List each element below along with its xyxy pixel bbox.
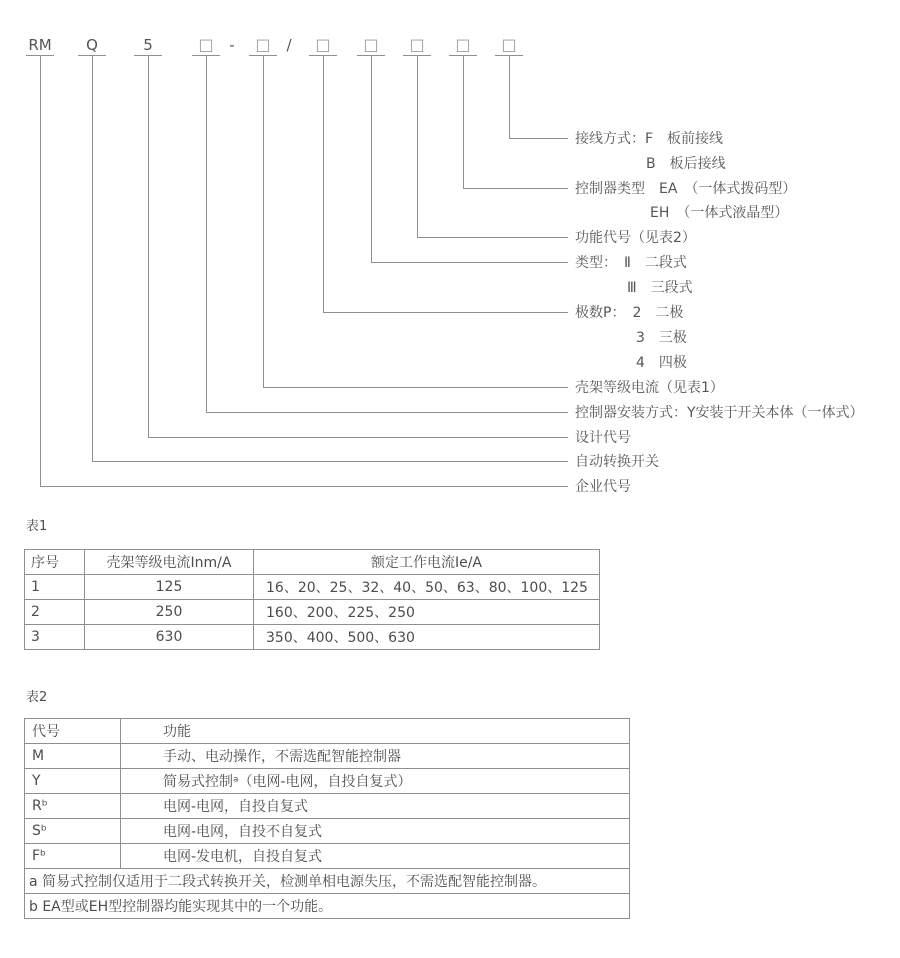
table1-header-index: 序号 [25,550,85,575]
connector-hline [509,138,568,139]
table-row [25,819,630,844]
table2 [24,718,630,919]
connector-vline [40,56,41,486]
table1-cell: 630 [85,625,254,650]
label-type: 类型： Ⅱ 二段式 [575,255,687,271]
table2-caption: 表2 [26,690,48,705]
table2-cell: Sᵇ [25,819,121,844]
label-controller-type: 控制器类型 EA （一体式拨码型） [575,181,797,197]
table1-cell: 250 [85,600,254,625]
model-part-5: 5 [143,36,153,54]
table1-cell: 350、400、500、630 [254,625,600,650]
table1 [24,549,600,650]
connector-hline [92,461,568,462]
label-function-code: 功能代号（见表2） [575,230,696,246]
table2-cell: 简易式控制ᵃ（电网-电网，自投自复式） [121,769,630,794]
table-row [25,769,630,794]
label-type-iii: Ⅲ 三段式 [627,280,693,296]
connector-hline [417,237,568,238]
table-row [25,625,600,650]
label-poles-3: 3 三极 [636,330,687,346]
connector-hline [463,188,568,189]
table-row [25,894,630,919]
model-part-rm: RM [28,36,52,54]
connector-vline [371,56,372,262]
connector-hline [148,437,568,438]
table1-cell: 160、200、225、250 [254,600,600,625]
table-row [25,600,600,625]
table1-cell: 16、20、25、32、40、50、63、80、100、125 [254,575,600,600]
table2-cell: 电网-电网，自投不自复式 [121,819,630,844]
label-frame-current: 壳架等级电流（见表1） [575,380,724,396]
connector-vline [463,56,464,188]
model-part-box-3: □ [315,35,331,54]
connector-hline [263,387,568,388]
connector-vline [263,56,264,387]
model-part-box-5: □ [409,35,425,54]
label-wiring-mode-b: B 板后接线 [646,156,726,172]
connector-hline [371,262,568,263]
label-auto-transfer: 自动转换开关 [575,454,659,470]
label-poles-4: 4 四极 [636,355,687,371]
connector-vline [92,56,93,461]
connector-hline [323,312,568,313]
table2-header-code: 代号 [25,719,121,744]
model-part-box-7: □ [501,35,517,54]
table2-cell: M [25,744,121,769]
connector-vline [509,56,510,138]
table-row [25,869,630,894]
connector-hline [40,486,568,487]
table1-cell: 3 [25,625,85,650]
label-controller-mount: 控制器安装方式：Y安装于开关本体（一体式） [575,405,864,421]
connector-vline [206,56,207,412]
table-row [25,844,630,869]
table2-cell: Rᵇ [25,794,121,819]
connector-vline [417,56,418,237]
connector-vline [323,56,324,312]
model-part-box-1: □ [198,35,214,54]
model-part-box-2: □ [255,35,271,54]
table2-header-row [25,719,630,744]
connector-hline [206,412,568,413]
label-controller-type-eh: EH （一体式液晶型） [650,205,789,221]
table-row [25,744,630,769]
model-part-slash: / [286,36,292,54]
table2-cell: Y [25,769,121,794]
table1-cell: 125 [85,575,254,600]
table1-header-rated-current: 额定工作电流Ie/A [254,550,600,575]
table2-cell: 电网-电网，自投自复式 [121,794,630,819]
table2-header-function: 功能 [121,719,630,744]
table2-cell: 电网-发电机，自投自复式 [121,844,630,869]
model-part-q: Q [86,36,98,54]
model-part-dash: - [229,36,235,54]
table-row [25,575,600,600]
table1-header-frame-current: 壳架等级电流Inm/A [85,550,254,575]
table1-cell: 2 [25,600,85,625]
table2-note-b: b EA型或EH型控制器均能实现其中的一个功能。 [25,894,630,919]
label-poles: 极数P： 2 二极 [575,305,684,321]
model-part-box-6: □ [455,35,471,54]
label-wiring-mode: 接线方式：F 板前接线 [575,131,724,147]
label-company-code: 企业代号 [575,479,631,495]
table2-cell: 手动、电动操作，不需选配智能控制器 [121,744,630,769]
label-design-code: 设计代号 [575,430,631,446]
table-row [25,794,630,819]
table1-cell: 1 [25,575,85,600]
table2-note-a: a 简易式控制仅适用于二段式转换开关，检测单相电源失压，不需选配智能控制器。 [25,869,630,894]
connector-vline [148,56,149,437]
table2-cell: Fᵇ [25,844,121,869]
table1-header-row [25,550,600,575]
model-part-box-4: □ [363,35,379,54]
table1-caption: 表1 [26,519,48,534]
